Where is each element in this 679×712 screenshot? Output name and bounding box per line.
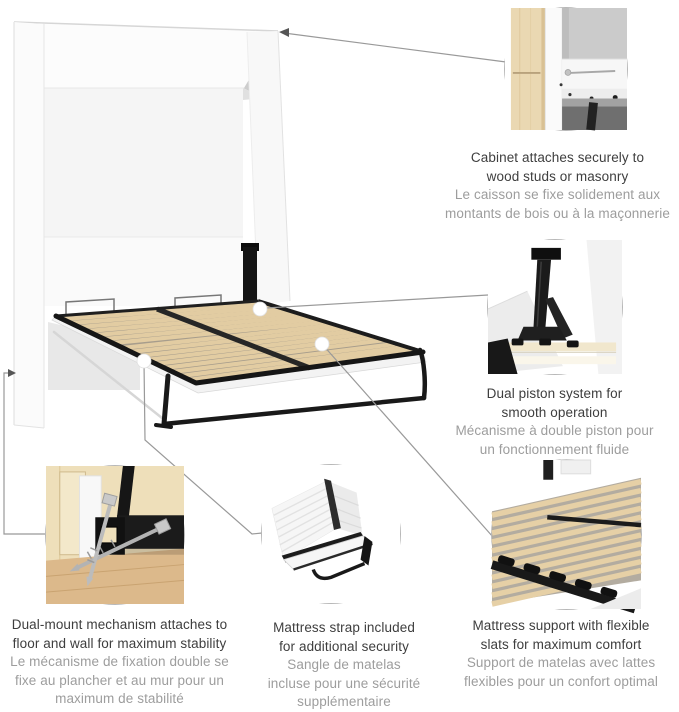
mattress-strap-detail-art: [262, 465, 400, 603]
callout-subtitle-line: un fonctionnement fluide: [479, 441, 630, 457]
callout-subtitle-line: Le mécanisme de fixation double se: [10, 654, 229, 669]
detail-circle-mattress-strap: [261, 464, 401, 604]
callout-title-line: slats for maximum comfort: [480, 636, 642, 652]
callout-text-dual-mount: [1, 616, 238, 709]
callout-marker-dot: [137, 354, 151, 368]
callout-text-dual-piston: [430, 385, 679, 459]
callout-text-slat-support: [443, 617, 679, 691]
callout-title-line: Dual-mount mechanism attaches to: [11, 617, 228, 632]
callout-subtitle-line: maximum de stabilité: [55, 691, 184, 706]
callout-title-line: Cabinet attaches securely to: [470, 150, 645, 165]
cabinet-mount-detail-art: [505, 8, 627, 130]
arrowhead-icon: [279, 28, 289, 37]
detail-circle-dual-mount: [45, 465, 185, 605]
callout-title-line: Mattress strap included: [273, 620, 415, 635]
callout-subtitle-line: incluse pour une sécurité: [267, 675, 421, 691]
callout-text-mattress-strap: [246, 619, 442, 712]
callout-subtitle-line: Le caisson se fixe solidement aux: [454, 187, 661, 202]
leader-line-cabinet-mount: [284, 33, 506, 62]
detail-circle-cabinet-mount: [504, 7, 628, 131]
callout-text-cabinet-mount: [436, 149, 679, 223]
callout-subtitle-line: Sangle de matelas: [287, 657, 401, 672]
dual-piston-detail-art: [488, 240, 622, 374]
detail-circle-slat-support: [491, 459, 642, 610]
callout-subtitle-line: fixe au plancher et au mur pour un: [14, 672, 225, 688]
callout-title-line: Dual piston system for: [486, 386, 623, 401]
callout-title-line: Mattress support with flexible: [472, 618, 650, 633]
callout-title-line: wood studs or masonry: [486, 168, 629, 184]
callout-subtitle-line: supplémentaire: [297, 694, 391, 709]
callout-title-line: for additional security: [279, 638, 409, 654]
callout-subtitle-line: flexibles pour un confort optimal: [464, 673, 658, 689]
callout-title-line: smooth operation: [501, 404, 608, 420]
callout-title-line: floor and wall for maximum stability: [12, 635, 227, 651]
callout-marker-dot: [315, 337, 329, 351]
slat-support-detail-art: [492, 460, 641, 609]
callout-marker-dot: [253, 302, 267, 316]
callout-subtitle-line: montants de bois ou à la maçonnerie: [445, 205, 670, 221]
leader-line-dual-piston: [266, 295, 488, 308]
callout-subtitle-line: Mécanisme à double piston pour: [455, 423, 654, 438]
detail-circle-dual-piston: [487, 239, 623, 375]
dual-mount-detail-art: [46, 466, 184, 604]
callout-subtitle-line: Support de matelas avec lattes: [466, 655, 656, 670]
